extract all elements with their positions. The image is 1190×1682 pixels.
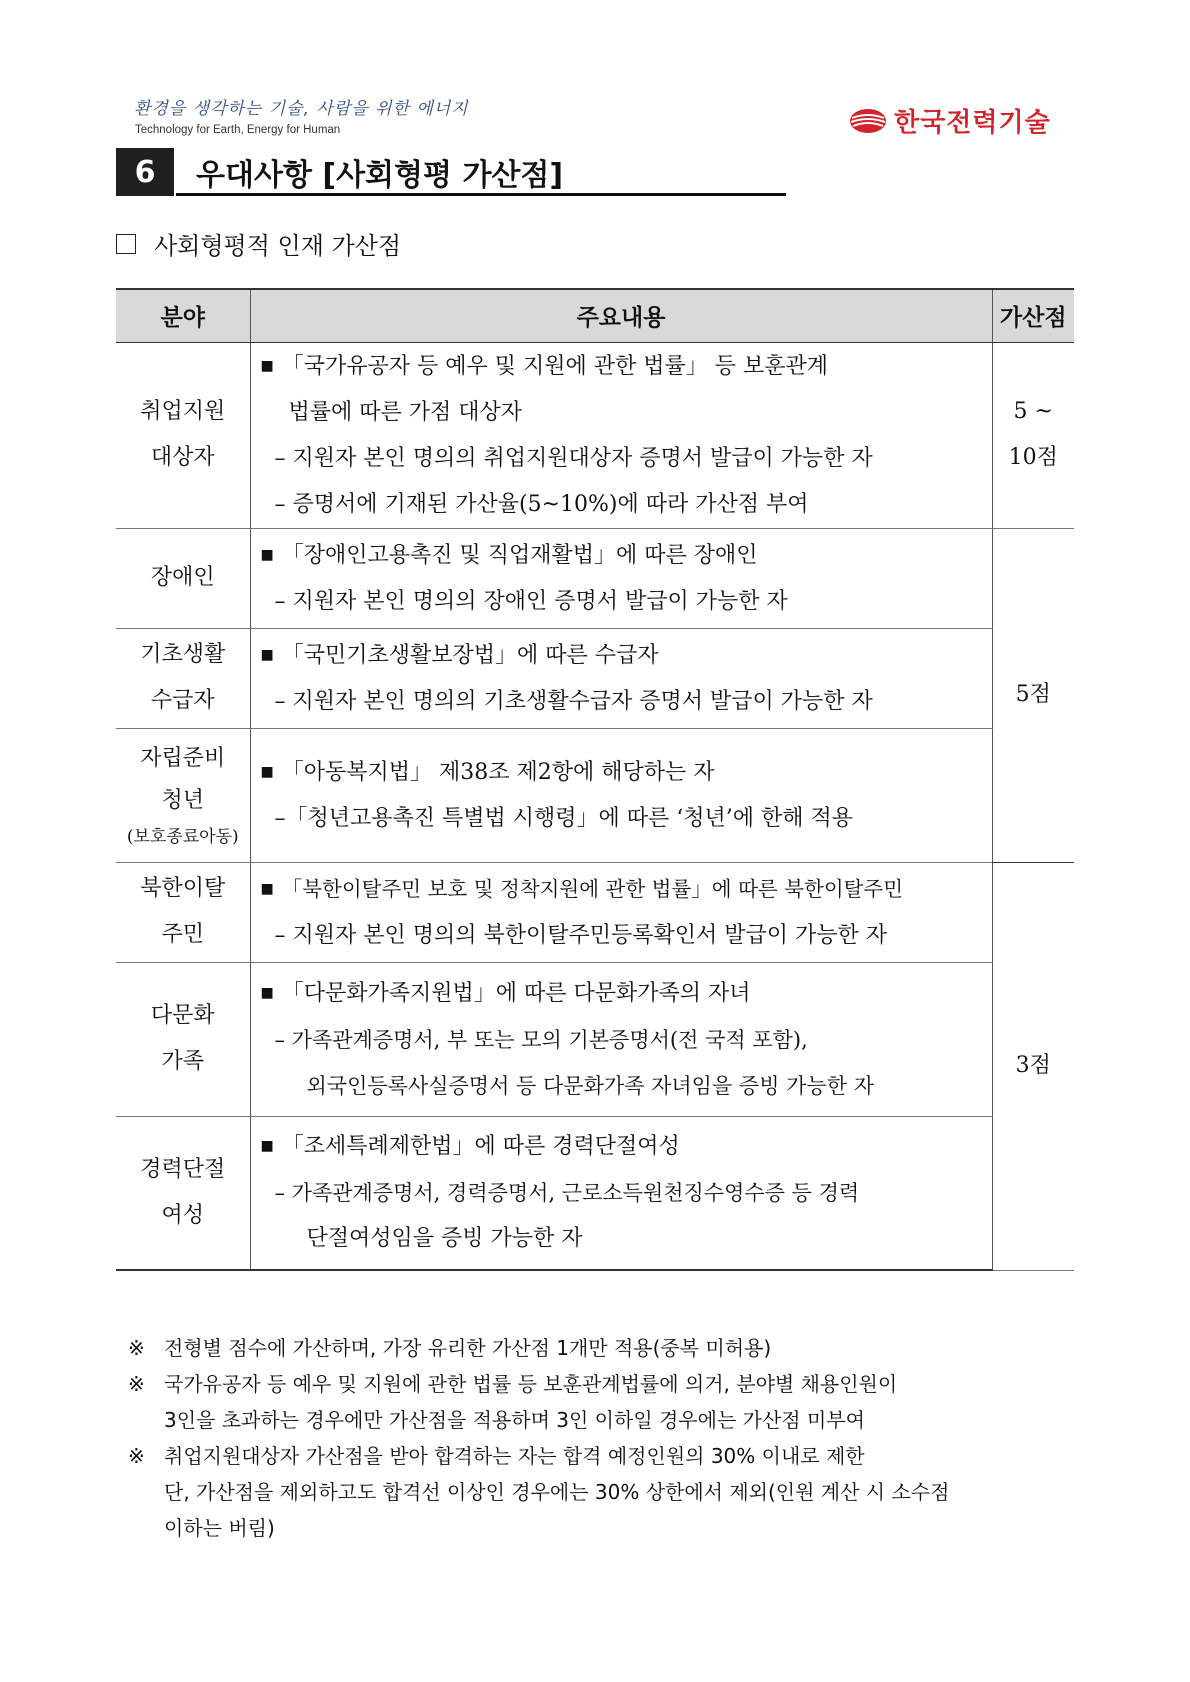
reference-mark-icon: ※ (128, 1336, 145, 1360)
content-line: 법률에 따른 가점 대상자 (288, 399, 523, 425)
footnote-line: 이하는 버림) (164, 1516, 275, 1540)
slogan-korean: 환경을 생각하는 기술, 사람을 위한 에너지 (134, 99, 469, 119)
content-line: 「다문화가족지원법」에 따른 다문화가족의 자녀 (281, 980, 751, 1006)
content-cell (250, 628, 992, 728)
field-label: 수급자 (150, 688, 215, 713)
field-label: 장애인 (150, 565, 215, 590)
table-header-row (116, 289, 1074, 342)
bonus-points-table (116, 288, 1074, 1271)
points-value: 5 ~ (1013, 399, 1053, 424)
table-row (116, 342, 1074, 528)
footnote-line: 단, 가산점을 제외하고도 합격선 이상인 경우에는 30% 상한에서 제외(인원 계산 시 소수점 (164, 1480, 950, 1504)
square-bullet-icon: ■ (260, 546, 274, 563)
reference-mark-icon: ※ (128, 1444, 145, 1468)
square-bullet-icon: ■ (260, 357, 274, 374)
content-line: 「조세특례제한법」에 따른 경력단절여성 (281, 1134, 680, 1160)
content-line: – 지원자 본인 명의의 취업지원대상자 증명서 발급이 가능한 자 (274, 445, 873, 471)
field-cell (116, 1116, 250, 1270)
content-line: – 가족관계증명서, 부 또는 모의 기본증명서(전 국적 포함), (274, 1027, 808, 1052)
points-cell (992, 862, 1074, 1270)
content-cell (250, 528, 992, 628)
points-value: 5점 (1015, 682, 1051, 707)
content-line: – 지원자 본인 명의의 기초생활수급자 증명서 발급이 가능한 자 (274, 688, 873, 714)
table-row (116, 962, 1074, 1116)
table-row (116, 728, 1074, 862)
reference-mark-icon: ※ (128, 1372, 145, 1396)
square-bullet-icon: ■ (260, 1138, 274, 1155)
company-logo (848, 102, 1051, 139)
content-line: 단절여성임을 증빙 가능한 자 (306, 1226, 583, 1252)
footnote-line: 3인을 초과하는 경우에만 가산점을 적용하며 3인 이하일 경우에는 가산점 미부여 (164, 1408, 865, 1432)
field-label: 기초생활 (140, 642, 226, 667)
field-cell (116, 528, 250, 628)
subheading-text: 사회형평적 인재 가산점 (154, 232, 402, 260)
field-cell (116, 628, 250, 728)
table-row (116, 628, 1074, 728)
content-line: 외국인등록사실증명서 등 다문화가족 자녀임을 증빙 가능한 자 (306, 1073, 874, 1098)
square-bullet-icon: ■ (260, 646, 274, 663)
checkbox-icon (116, 234, 136, 254)
content-line: 「국가유공자 등 예우 및 지원에 관한 법률」 등 보훈관계 (281, 353, 828, 379)
table-row (116, 1116, 1074, 1270)
section-title: 우대사항 [사회형평 가산점] (196, 158, 564, 193)
field-cell (116, 342, 250, 528)
content-cell (250, 1116, 992, 1270)
points-cell (992, 528, 1074, 862)
field-label: 대상자 (150, 445, 215, 470)
points-value: 3점 (1015, 1053, 1051, 1078)
square-bullet-icon: ■ (260, 880, 274, 897)
content-line: – 지원자 본인 명의의 장애인 증명서 발급이 가능한 자 (274, 588, 788, 614)
content-cell (250, 342, 992, 528)
content-cell (250, 728, 992, 862)
content-line: –「청년고용촉진 특별법 시행령」에 따른 ‘청년’에 한해 적용 (274, 805, 853, 831)
slogan-english: Technology for Earth, Energy for Human (135, 124, 341, 136)
square-bullet-icon: ■ (260, 763, 274, 780)
content-cell (250, 962, 992, 1116)
field-label: 가족 (161, 1049, 204, 1074)
content-line: 「장애인고용촉진 및 직업재활법」에 따른 장애인 (281, 542, 758, 568)
footnote (128, 1366, 1088, 1402)
footnotes (128, 1330, 1088, 1546)
field-label: 취업지원 (140, 399, 226, 424)
section-number: 6 (116, 148, 174, 196)
content-line: 「아동복지법」 제38조 제2항에 해당하는 자 (281, 759, 715, 785)
footnote (128, 1330, 1088, 1366)
field-label: 여성 (161, 1202, 204, 1228)
content-line: 「북한이탈주민 보호 및 정착지원에 관한 법률」에 따른 북한이탈주민 (281, 876, 904, 901)
table-row (116, 862, 1074, 962)
header-points: 가산점 (992, 289, 1074, 342)
field-label: (보호종료아동) (126, 827, 239, 847)
footnote-line: 취업지원대상자 가산점을 받아 합격하는 자는 합격 예정인원의 30% 이내로 제한 (164, 1444, 865, 1468)
footnote-line: 국가유공자 등 예우 및 지원에 관한 법률 등 보훈관계법률에 의거, 분야별 채용인원이 (164, 1372, 898, 1396)
square-bullet-icon: ■ (260, 984, 274, 1001)
content-line: – 가족관계증명서, 경력증명서, 근로소득원천징수영수증 등 경력 (274, 1181, 860, 1206)
table-row (116, 528, 1074, 628)
subheading (116, 226, 401, 261)
content-line: – 증명서에 기재된 가산율(5~10%)에 따라 가산점 부여 (274, 491, 809, 517)
kepco-logo-icon (848, 108, 888, 134)
field-cell (116, 962, 250, 1116)
field-label: 북한이탈 (140, 876, 226, 901)
field-cell (116, 862, 250, 962)
section-underline (176, 193, 786, 196)
points-value: 10점 (1008, 445, 1058, 470)
points-cell (992, 342, 1074, 528)
footnote-line: 전형별 점수에 가산하며, 가장 유리한 가산점 1개만 적용(중복 미허용) (164, 1336, 772, 1360)
content-line: 「국민기초생활보장법」에 따른 수급자 (281, 642, 659, 668)
header-content: 주요내용 (250, 289, 992, 342)
footnote (128, 1438, 1088, 1474)
content-cell (250, 862, 992, 962)
field-label: 경력단절 (140, 1156, 226, 1182)
field-label: 다문화 (150, 1003, 215, 1028)
logo-text: 한국전력기술 (894, 108, 1051, 138)
field-label: 자립준비 (140, 746, 226, 771)
content-line: – 지원자 본인 명의의 북한이탈주민등록확인서 발급이 가능한 자 (274, 922, 888, 948)
field-label: 주민 (161, 922, 204, 947)
field-cell (116, 728, 250, 862)
field-label: 청년 (161, 788, 204, 813)
header-field: 분야 (116, 289, 250, 342)
